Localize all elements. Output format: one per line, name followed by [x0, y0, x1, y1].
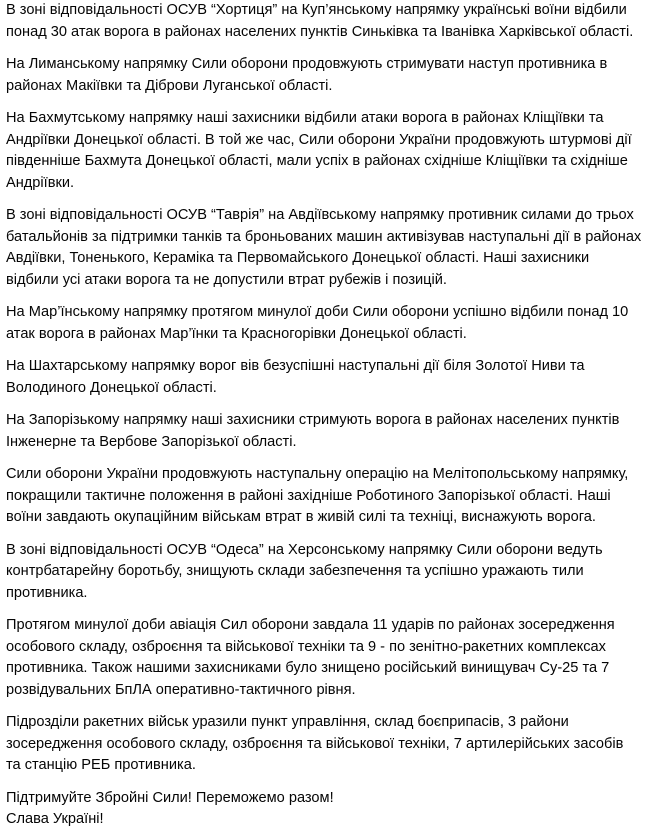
text-line: Сили оборони України продовжують наступальну операцію на Мелітопольському напрямку,	[6, 466, 629, 482]
text-line: На Мар’їнському напрямку протягом минулої доби Сили оборони успішно відбили понад 10	[6, 304, 629, 320]
text-line: Андріївки Донецької області. В той же час, Сили оборони України продовжують штурмові дії	[6, 131, 632, 148]
closing-message	[6, 788, 661, 831]
text-line: покращили тактичне положення в районі західніше Роботиного Запорізької області. Наші	[6, 487, 611, 504]
text-line: На Запорізькому напрямку наші захисники стримують ворога в районах населених пунктів	[6, 412, 620, 428]
text-line: противника. Також нашими захисниками було знищено російський винищувач Су-25 та 7	[6, 660, 610, 676]
text-line: понад 30 атак ворога в районах населених пунктів Синьківка та Іванівка Харківської області.	[6, 23, 634, 40]
text-line: та станцію РЕБ противника.	[6, 757, 196, 773]
paragraph-aviation	[6, 615, 661, 701]
text-line: контрбатарейну боротьбу, знищують склади забезпечення та успішно уражають тили	[6, 563, 584, 579]
text-line: Слава Україні!	[6, 811, 104, 827]
paragraph-melitopol	[6, 464, 661, 529]
text-line: Андріївки.	[6, 174, 75, 191]
paragraph-shakhtarsk	[6, 356, 661, 399]
text-line: Підтримуйте Збройні Сили! Переможемо разом!	[6, 789, 334, 806]
text-line: розвідувальних БпЛА оперативно-тактичного рівня.	[6, 681, 356, 698]
text-line: противника.	[6, 584, 88, 601]
text-line: На Шахтарському напрямку ворог вів безуспішні наступальні дії біля Золотої Ниви та	[6, 358, 585, 374]
paragraph-lyman	[6, 54, 661, 97]
text-line: Підрозділи ракетних військ уразили пункт управління, склад боєприпасів, 3 райони	[6, 714, 569, 730]
text-line: В зоні відповідальності ОСУВ “Одеса” на Херсонському напрямку Сили оборони ведуть	[6, 541, 603, 558]
text-line: батальйонів за підтримки танків та броньованих машин активізував наступальні дії в районах	[6, 228, 642, 245]
text-line: В зоні відповідальності ОСУВ “Хортиця” на Куп’янському напрямку українські воїни відбили	[6, 2, 627, 18]
paragraph-zaporizhzhia	[6, 410, 661, 453]
paragraph-avdiivka	[6, 205, 661, 291]
text-line: районах Макіївки та Діброви Луганської області.	[6, 77, 333, 94]
text-line: відбили усі атаки ворога та не допустили втрат рубежів і позицій.	[6, 271, 447, 288]
text-line: На Лиманському напрямку Сили оборони продовжують стримувати наступ противника в	[6, 56, 608, 72]
paragraph-kherson	[6, 540, 661, 605]
text-line: зосередження особового складу, озброєння та військової техніки, 7 артилерійських засобів	[6, 735, 624, 752]
text-line: Володиного Донецької області.	[6, 379, 217, 396]
paragraph-kupiansk	[6, 0, 661, 43]
text-line: На Бахмутському напрямку наші захисники відбили атаки ворога в районах Кліщіївки та	[6, 110, 604, 126]
text-line: воїни завдають окупаційним військам втрат в живій силі та техніці, виснажують ворога.	[6, 509, 596, 525]
text-line: Авдіївки, Тоненького, Кераміка та Первомайського Донецької області. Наші захисники	[6, 250, 590, 266]
text-line: В зоні відповідальності ОСУВ “Таврія” на Авдіївському напрямку противник силами до трьох	[6, 207, 634, 223]
text-line: південніше Бахмута Донецької області, мали успіх в районах східніше Кліщіївки та східніше	[6, 153, 628, 169]
paragraph-marinka	[6, 302, 661, 345]
text-line: атак ворога в районах Мар’їнки та Красногорівки Донецької області.	[6, 325, 467, 342]
text-line: Інженерне та Вербове Запорізької області.	[6, 433, 297, 450]
paragraph-missile-troops	[6, 712, 661, 777]
text-line: Протягом минулої доби авіація Сил оборони завдала 11 ударів по районах зосередження	[6, 617, 615, 633]
text-line: особового складу, озброєння та військової техніки та 9 - по зенітно-ракетних комплексах	[6, 638, 606, 655]
paragraph-bakhmut	[6, 108, 661, 194]
